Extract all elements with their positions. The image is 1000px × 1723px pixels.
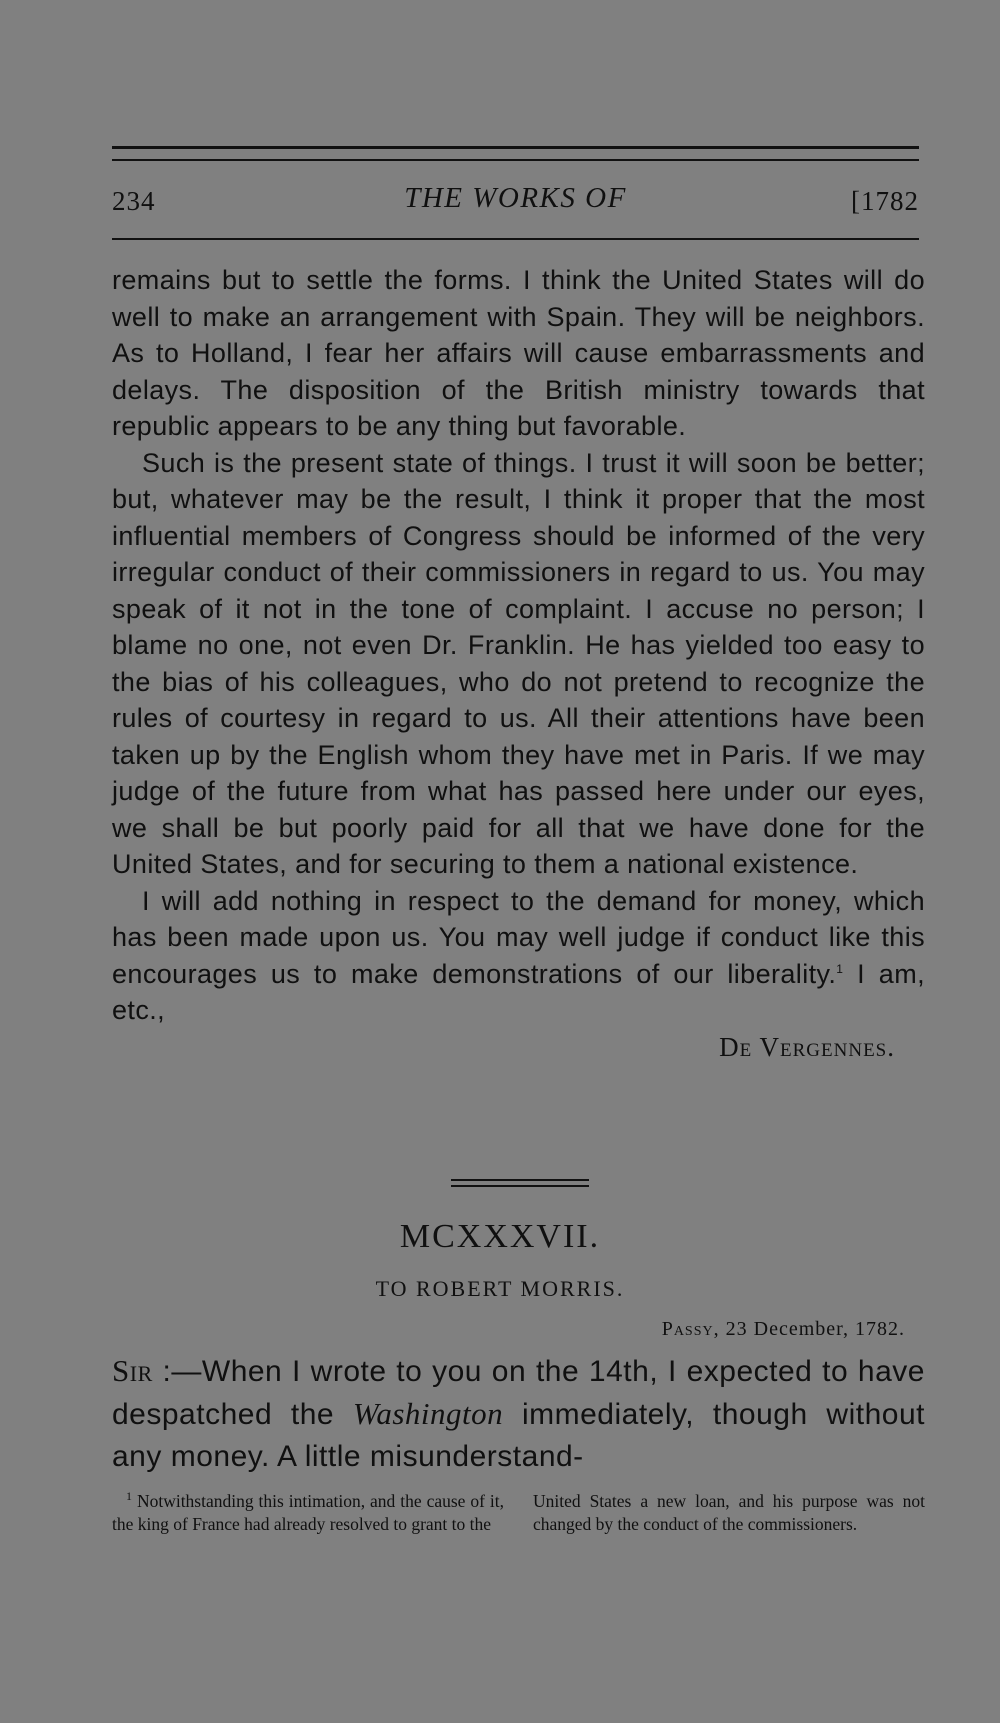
header-top-rule-thin [112,159,919,161]
paragraph [112,883,925,1029]
page-number: 234 [112,186,156,216]
footnote-text: Notwithstanding this intimation, and the cause of it, the king of France had already resolved to grant to the [112,1491,504,1534]
letter-dateline [662,1318,905,1341]
paragraph-text: I will add nothing in respect to the demand for money, which has been made upon us. You may well judge if conduct like this encourages us to make demonstrations of our liberality. [112,885,925,989]
dateline-date: 23 December, 1782. [719,1318,905,1340]
section-separator-lower [451,1185,589,1187]
footnote-column-2: United States a new loan, and his purpose was not changed by the conduct of the commissioners. [533,1491,925,1534]
salutation: Sir [112,1353,153,1388]
footnote-mark: 1 [126,1489,132,1504]
letter-opening [112,1350,925,1478]
footnote-column-1 [112,1490,504,1535]
footnote [112,1490,925,1535]
running-year: [1782 [851,186,919,216]
footnote-reference[interactable]: 1 [836,961,844,976]
running-header [112,182,919,222]
paragraph: Such is the present state of things. I trust it will soon be better; but, whatever may be the result, I think it proper that the most influential members of Congress should be informed of the very irregular conduct of their commissioners in regard to us. You may speak of it not in the tone of complaint. I accuse no person; I blame no one, not even Dr. Franklin. He has yielded too easy to the bias of his colleagues, who do not pretend to recognize the rules of courtesy in regard to us. All their attentions have been taken up by the English whom they have met in Paris. If we may judge of the future from what has passed here under our eyes, we shall be but poorly paid for all that we have done for the United States, and for securing to them a national existence. [112,447,925,879]
running-title: THE WORKS OF [404,182,627,214]
ship-name: Washington [352,1396,504,1431]
section-separator [451,1179,589,1181]
closing-text: I am, etc., [112,958,925,1025]
opening-text: :—When I wrote to you on the 14th, I expected to have despatched the [112,1355,925,1431]
signature: De Vergennes. [719,1031,895,1062]
letter-recipient: TO ROBERT MORRIS. [375,1276,625,1301]
body-text [112,262,925,1065]
dateline-place: Passy, [661,1318,720,1340]
header-top-rule [112,146,919,149]
opening-text-continued: immediately, though without any money. A little misunderstand- [112,1398,925,1473]
paragraph: remains but to settle the forms. I think the United States will do well to make an arrangement with Spain. They will be neighbors. As to Holland, I fear her affairs will cause embarrassments and delays. The disposition of the British ministry towards that republic appears to be any thing but favorable. [112,265,925,441]
header-bottom-rule [112,238,919,240]
letter-number: MCXXXVII. [399,1218,601,1255]
